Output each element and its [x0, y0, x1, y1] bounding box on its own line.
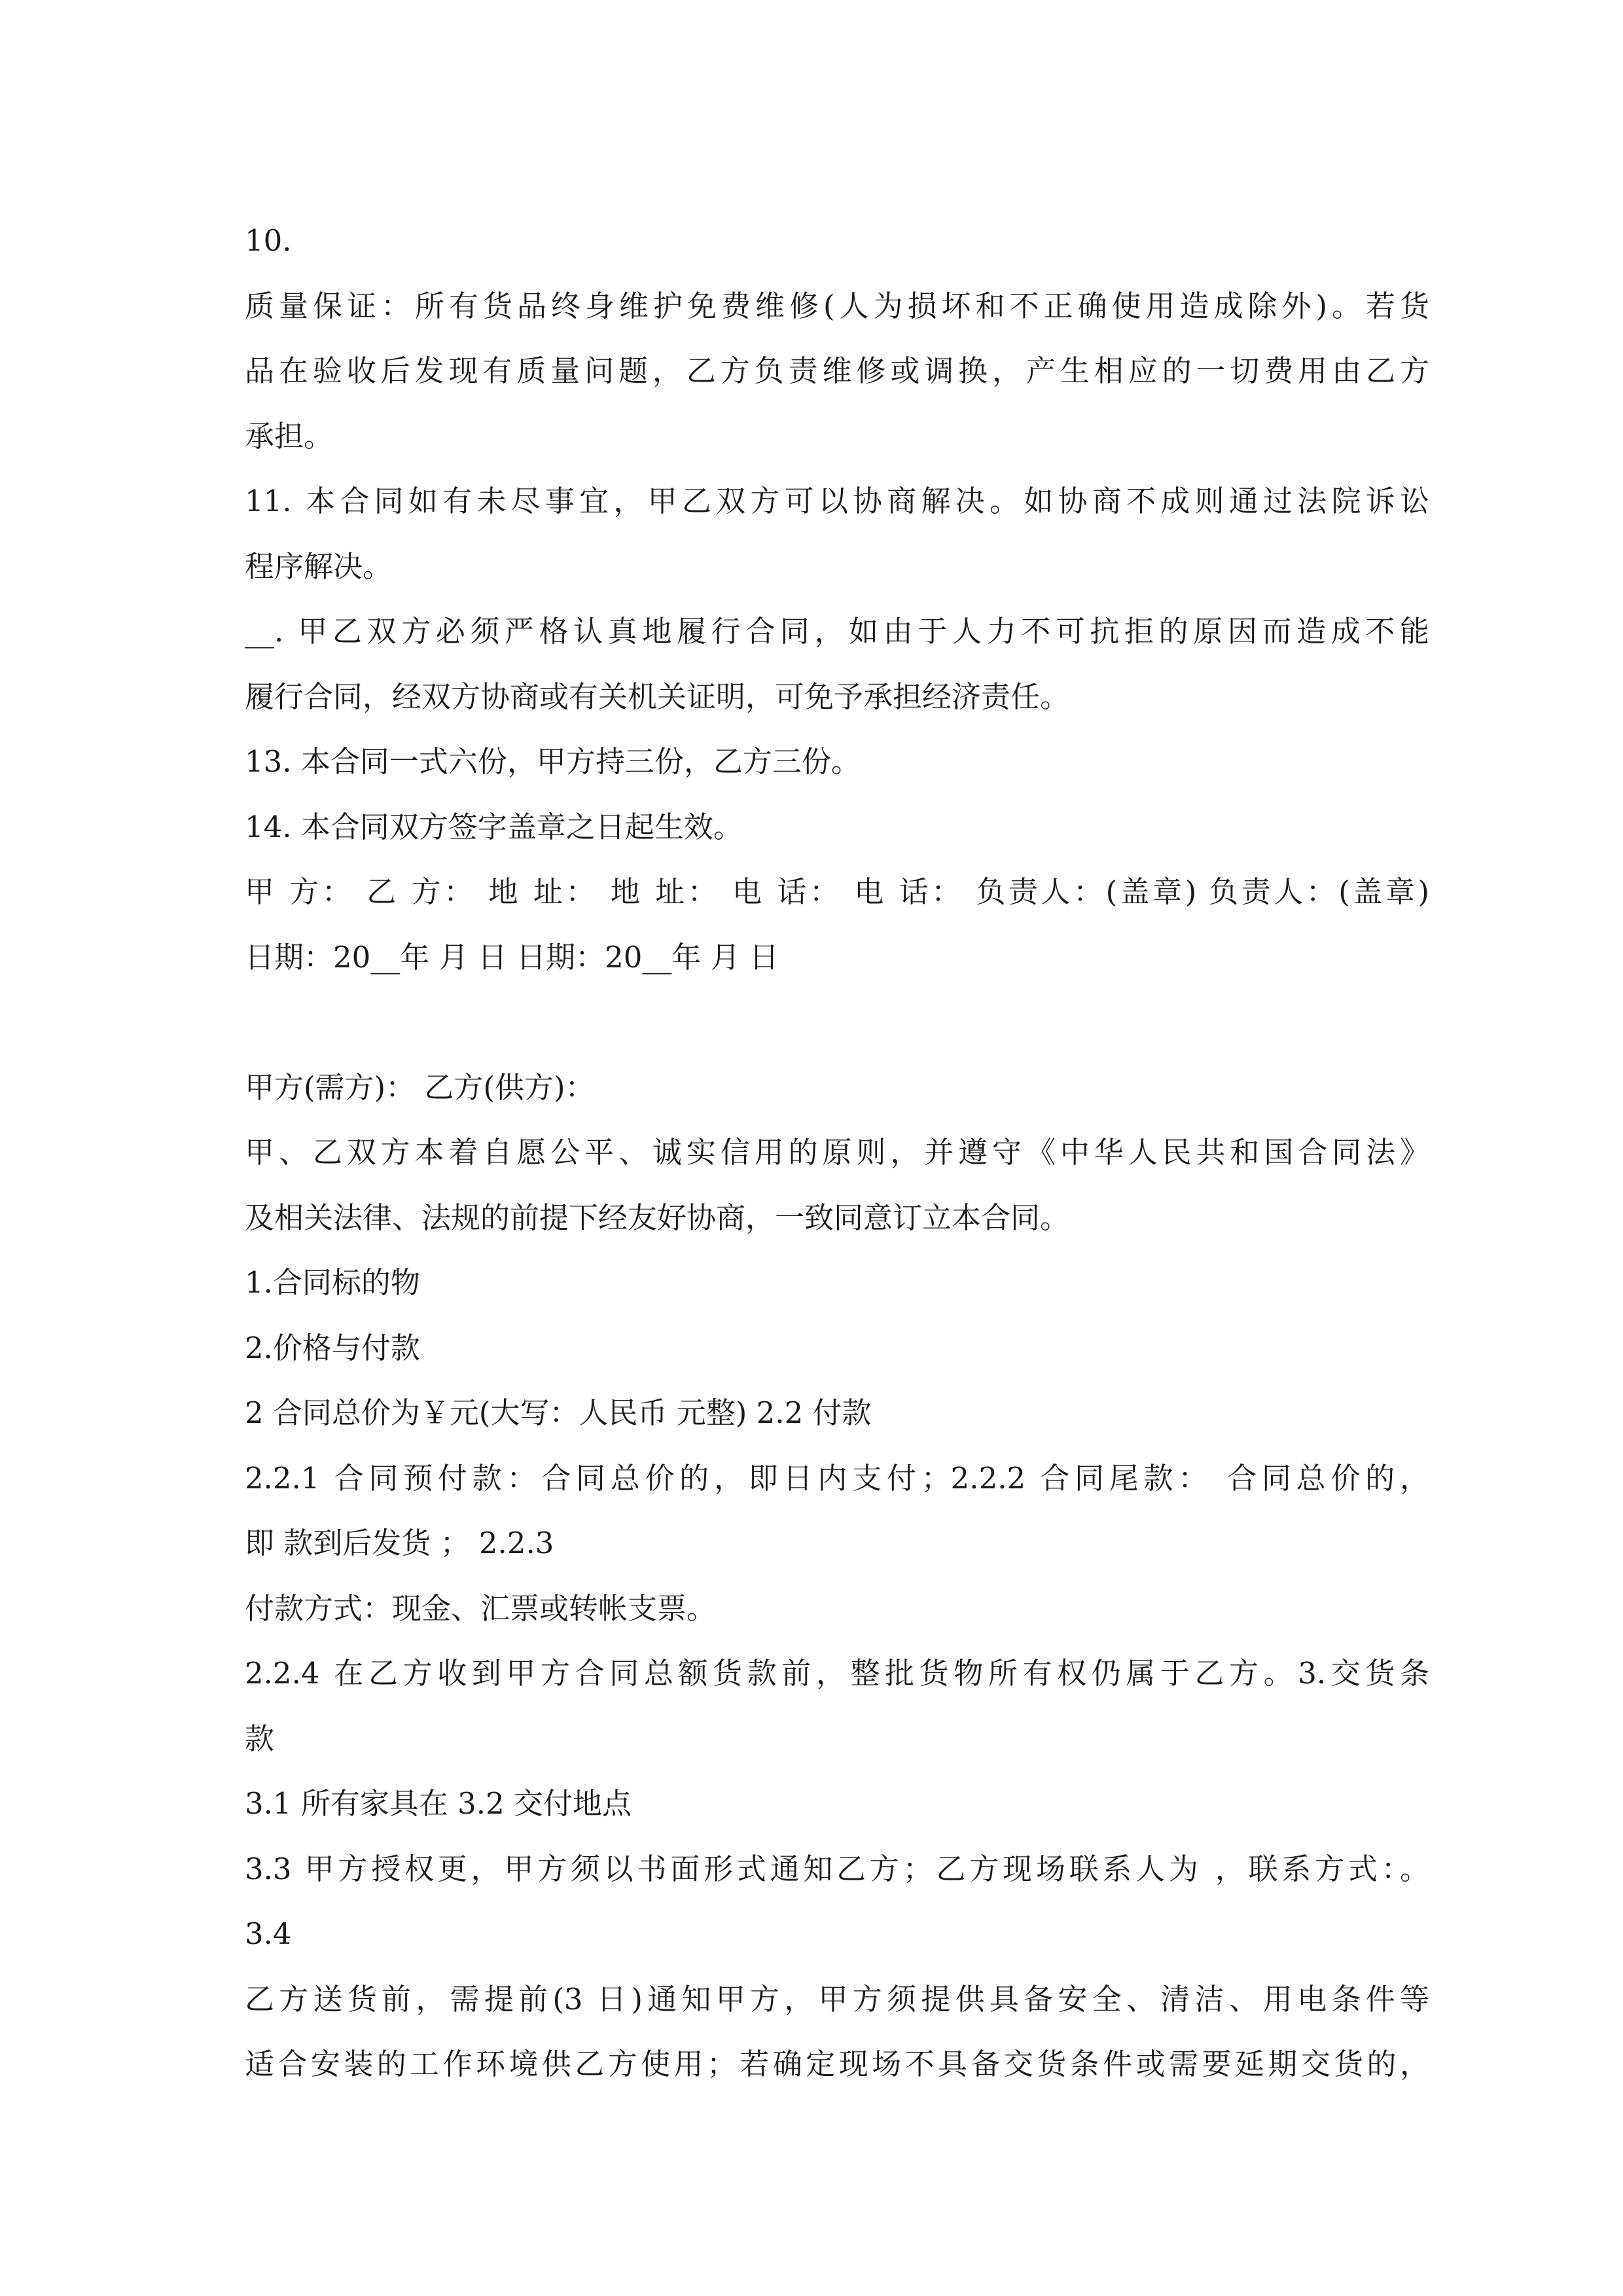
clause-10-number: 10.: [245, 223, 292, 258]
clause-12-line-1: __. 甲乙双方必须严格认真地履行合同，如由于人力不可抗拒的原因而造成不能: [245, 614, 1429, 649]
total-price-line: 2 合同总价为￥元(大写：人民币 元整) 2.2 付款: [245, 1395, 872, 1430]
quality-guarantee-line-1: 质量保证：所有货品终身维护免费维修(人为损坏和不正确使用造成除外)。若货: [245, 288, 1429, 323]
delivery-3-1-line: 3.1 所有家具在 3.2 交付地点: [245, 1786, 632, 1821]
ownership-line-2: 款: [245, 1721, 275, 1756]
delivery-3-4-number: 3.4: [245, 1916, 292, 1951]
section-2-heading: 2.价格与付款: [245, 1330, 420, 1365]
payment-terms-line-1: 2.2.1 合同预付款：合同总价的，即日内支付；2.2.2 合同尾款： 合同总价的，: [245, 1460, 1429, 1496]
preamble-line-1: 甲、乙双方本着自愿公平、诚实信用的原则，并遵守《中华人民共和国合同法》: [245, 1135, 1429, 1170]
clause-11-line-1: 11. 本合同如有未尽事宜，甲乙双方可以协商解决。如协商不成则通过法院诉讼: [245, 484, 1429, 518]
quality-guarantee-line-3: 承担。: [245, 418, 334, 454]
clause-13: 13. 本合同一式六份，甲方持三份，乙方三份。: [245, 744, 861, 779]
delivery-notice-line-2: 适合安装的工作环境供乙方使用；若确定现场不具备交货条件或需要延期交货的，: [245, 2047, 1429, 2081]
delivery-3-3-line: 3.3 甲方授权更，甲方须以书面形式通知乙方；乙方现场联系人为 ，联系方式：。: [245, 1851, 1429, 1886]
clause-11-line-2: 程序解决。: [245, 548, 393, 584]
payment-terms-line-2: 即 款到后发货 ； 2.2.3: [245, 1526, 554, 1560]
ownership-line-1: 2.2.4 在乙方收到甲方合同总额货款前，整批货物所有权仍属于乙方。3.交货条: [245, 1656, 1429, 1691]
preamble-line-2: 及相关法律、法规的前提下经友好协商，一致同意订立本合同。: [245, 1200, 1070, 1235]
quality-guarantee-line-2: 品在验收后发现有质量问题，乙方负责维修或调换，产生相应的一切费用由乙方: [245, 353, 1429, 388]
paragraph-gap: [245, 990, 1429, 1055]
signature-date-line: 日期：20__年 月 日 日期：20__年 月 日: [245, 939, 779, 975]
clause-14: 14. 本合同双方签字盖章之日起生效。: [245, 809, 743, 844]
signature-parties-line: 甲 方： 乙 方： 地 址： 地 址： 电 话： 电 话： 负责人：(盖章) 负责人：(盖章): [245, 874, 1429, 909]
delivery-notice-line-1: 乙方送货前，需提前(3 日)通知甲方，甲方须提供具备安全、清洁、用电条件等: [245, 1981, 1429, 2017]
clause-12-line-2: 履行合同，经双方协商或有关机关证明，可免予承担经济责任。: [245, 679, 1070, 714]
parties-header: 甲方(需方)： 乙方(供方)：: [245, 1069, 595, 1105]
contract-body: [245, 208, 1429, 2097]
payment-method-line: 付款方式：现金、汇票或转帐支票。: [245, 1590, 717, 1626]
section-1-heading: 1.合同标的物: [245, 1265, 420, 1300]
